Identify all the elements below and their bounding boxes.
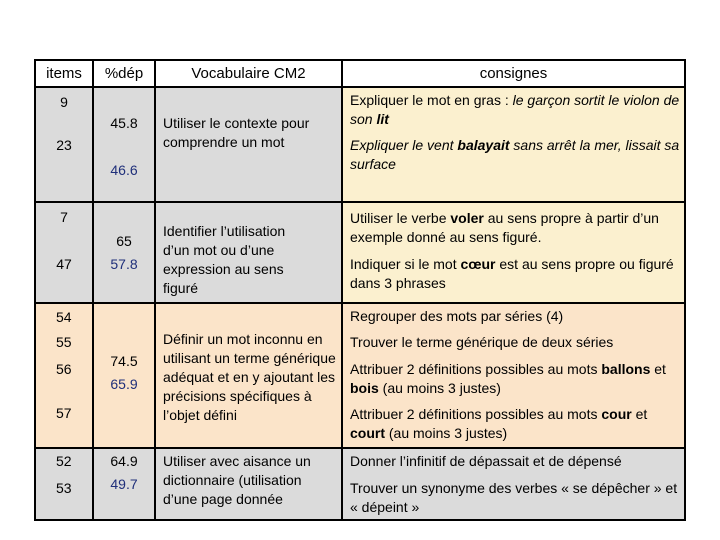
- row1-pct-emphasis: 46.6: [110, 162, 138, 178]
- header-items: items: [46, 65, 82, 82]
- row2-pct-emphasis: 57.8: [110, 256, 138, 272]
- row3-consigne-4: Attribuer 2 définitions possibles au mots cour et court (au moins 3 justes): [350, 406, 648, 441]
- row4-item: 52: [56, 453, 72, 469]
- border-row1-bottom: [35, 201, 685, 203]
- row3-vocab: Définir un mot inconnu en utilisant un terme générique adéquat et en y ajoutant les précisions spécifiques à l’objet défini: [163, 331, 336, 423]
- border-right: [684, 59, 686, 521]
- row3-consigne-2: Trouver le terme générique de deux séries: [350, 334, 614, 350]
- border-top: [35, 59, 685, 61]
- row4-vocab: Utiliser avec aisance un dictionnaire (utilisation d’une page donnée: [163, 453, 311, 507]
- border-header-bottom: [35, 86, 685, 88]
- row1-consigne-2: Expliquer le vent balayait sans arrêt la mer, lissait sa surface: [350, 137, 680, 172]
- border-col3: [341, 59, 343, 521]
- row3-item: 54: [56, 309, 72, 325]
- row4-item: 53: [56, 480, 72, 496]
- row3-consigne-1: Regrouper des mots par séries (4): [350, 308, 564, 324]
- row3-item: 56: [56, 361, 72, 377]
- row4-consigne-1: Donner l’infinitif de dépassait et de dépensé: [350, 453, 622, 469]
- border-left: [34, 59, 36, 521]
- row2-item: 7: [60, 209, 68, 225]
- row3-item: 55: [56, 334, 72, 350]
- row3-pct-emphasis: 65.9: [110, 376, 138, 392]
- border-row3-bottom: [35, 447, 685, 449]
- row2-vocab: Identifier l’utilisation d’un mot ou d’une expression au sens figuré: [163, 223, 286, 296]
- row2-pct: 65: [116, 233, 132, 249]
- row3-pct: 74.5: [110, 353, 138, 369]
- row2-item: 47: [56, 256, 72, 272]
- row1-consigne-1: Expliquer le mot en gras : le garçon sortit le violon de son lit: [350, 92, 680, 127]
- row3-consigne-3: Attribuer 2 définitions possibles au mots ballons et bois (au moins 3 justes): [350, 361, 666, 396]
- row4-pct: 64.9: [110, 453, 138, 469]
- row2-consigne-1: Utiliser le verbe voler au sens propre à partir d’un exemple donné au sens figuré.: [350, 210, 659, 245]
- header-consignes: consignes: [479, 65, 548, 82]
- row1-item: 9: [60, 94, 68, 110]
- border-bottom: [35, 519, 685, 521]
- row2-consigne-2: Indiquer si le mot cœur est au sens propre ou figuré dans 3 phrases: [350, 256, 674, 291]
- row3-item: 57: [56, 405, 72, 421]
- row4-pct-emphasis: 49.7: [110, 476, 138, 492]
- row1-item: 23: [56, 137, 72, 153]
- header-pct: %dép: [104, 65, 144, 82]
- row4-consigne-2: Trouver un synonyme des verbes « se dépêcher » et « dépeint »: [350, 480, 678, 515]
- border-row2-bottom: [35, 302, 685, 304]
- row1-pct: 45.8: [110, 115, 138, 131]
- header-vocab: Vocabulaire CM2: [191, 65, 306, 82]
- row1-vocab: Utiliser le contexte pour comprendre un mot: [163, 115, 310, 150]
